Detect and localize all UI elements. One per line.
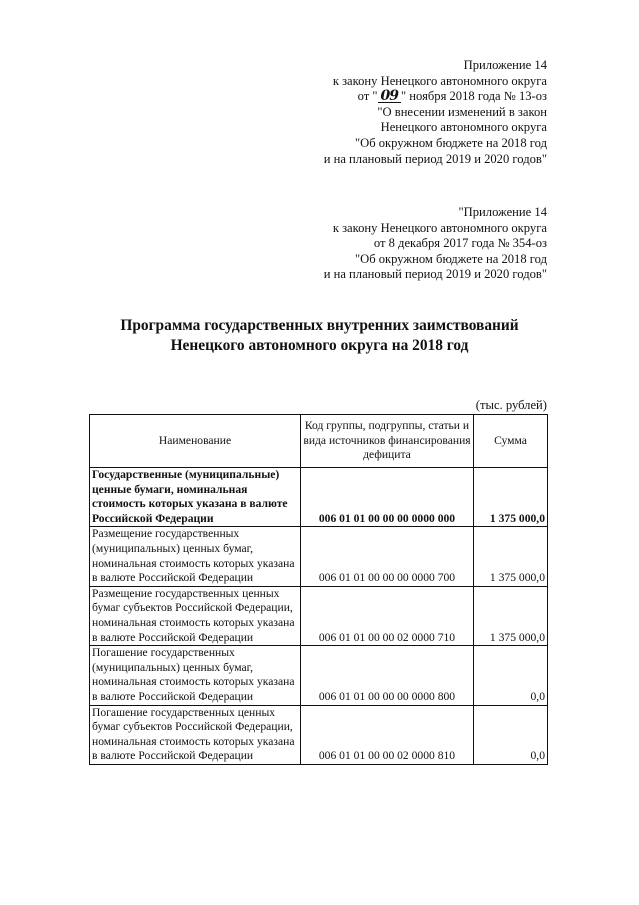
table-header-row	[90, 415, 548, 468]
table-row	[90, 527, 548, 586]
original-law-reference: к закону Ненецкого автономного округа	[332, 220, 547, 235]
amendment-appendix-label: Приложение 14	[463, 58, 547, 72]
header-code: Код группы, подгруппы, статьи и вида источников финансирования дефицита	[301, 415, 474, 468]
table-row	[90, 705, 548, 764]
row-sum: 1 375 000,0	[474, 527, 548, 586]
page-title-line-2: Ненецкого автономного округа на 2018 год	[170, 337, 469, 354]
row-name: Размещение государственных ценных бумаг субъектов Российской Федерации, номинальная стоимость которых указана в валюте Российской Федерации	[90, 586, 301, 645]
table-row	[90, 468, 548, 527]
row-sum: 1 375 000,0	[474, 468, 548, 527]
units-note: (тыс. рублей)	[475, 398, 547, 412]
row-code: 006 01 01 00 00 00 0000 000	[301, 468, 474, 527]
original-subject-line-1: "Об окружном бюджете на 2018 год	[354, 251, 547, 266]
original-date-line: от 8 декабря 2017 года № 354-оз	[373, 236, 547, 251]
header-sum: Сумма	[474, 415, 548, 468]
row-name: Размещение государственных (муниципальных) ценных бумаг, номинальная стоимость которых указана в валюте Российской Федерации	[90, 527, 301, 586]
header-name: Наименование	[90, 415, 301, 468]
page-title	[0, 316, 639, 356]
amendment-subject-line-2: Ненецкого автономного округа	[380, 120, 547, 135]
row-code: 006 01 01 00 00 00 0000 800	[301, 646, 474, 705]
amendment-law-reference: к закону Ненецкого автономного округа	[332, 73, 547, 88]
amendment-header	[324, 58, 547, 167]
original-subject-line-2: и на плановый период 2019 и 2020 годов"	[323, 267, 547, 282]
amendment-subject-line-3: "Об окружном бюджете на 2018 год	[354, 135, 547, 150]
row-sum: 0,0	[474, 646, 548, 705]
row-sum: 1 375 000,0	[474, 586, 548, 645]
original-appendix-label: "Приложение 14	[458, 205, 547, 219]
table-row	[90, 646, 548, 705]
row-name: Погашение государственных (муниципальных) ценных бумаг, номинальная стоимость которых указана в валюте Российской Федерации	[90, 646, 301, 705]
amendment-subject-line-4: и на плановый период 2019 и 2020 годов"	[323, 151, 547, 166]
row-name: Государственные (муниципальные) ценные бумаги, номинальная стоимость которых указана в валюте Российской Федерации	[90, 468, 301, 527]
handwritten-day: 09	[378, 90, 401, 103]
row-code: 006 01 01 00 00 02 0000 810	[301, 705, 474, 764]
page-title-line-1: Программа государственных внутренних заимствований	[120, 317, 519, 334]
amendment-date-line: от " 09 " ноября 2018 года № 13-оз	[357, 88, 547, 105]
table-row	[90, 586, 548, 645]
row-code: 006 01 01 00 00 00 0000 700	[301, 527, 474, 586]
row-sum: 0,0	[474, 705, 548, 764]
amendment-subject-line-1: "О внесении изменений в закон	[377, 104, 547, 119]
borrowing-table	[89, 414, 548, 765]
original-header	[324, 205, 547, 283]
row-code: 006 01 01 00 00 02 0000 710	[301, 586, 474, 645]
row-name: Погашение государственных ценных бумаг субъектов Российской Федерации, номинальная стоимость которых указана в валюте Российской Федерации	[90, 705, 301, 764]
